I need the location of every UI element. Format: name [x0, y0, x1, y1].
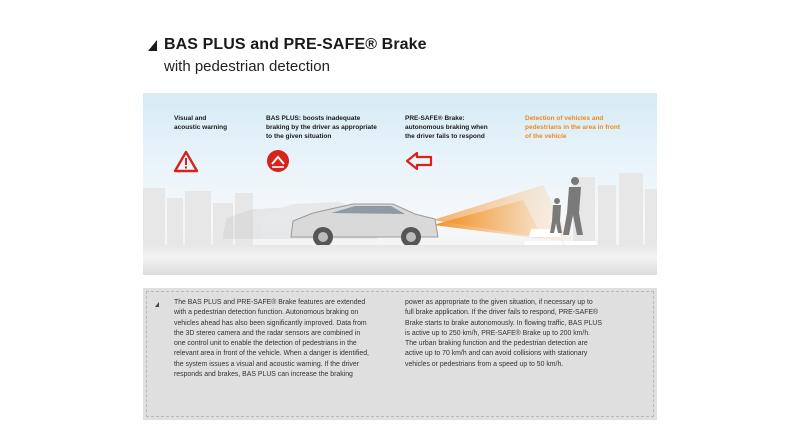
description-line: The urban braking function and the pedestrian detection are: [405, 340, 588, 348]
callout-warning-line: Visual and: [174, 115, 207, 122]
description-left: [174, 298, 369, 380]
title-triangle-icon: [148, 40, 157, 51]
description-line: Brake starts to brake autonomously. In flowing traffic, BAS PLUS: [405, 319, 602, 327]
callout-pre-safe-line: autonomous braking when: [405, 124, 488, 131]
callout-bas-plus-line: BAS PLUS: boosts inadequate: [266, 115, 361, 122]
description-line: power as appropriate to the given situation, if necessary up to: [405, 299, 593, 306]
description-line: relevant area in front of the vehicle. When a danger is identified,: [174, 350, 369, 358]
callout-warning-line: acoustic warning: [174, 124, 228, 131]
bullet-triangle-icon: [155, 302, 159, 307]
description-line: with a pedestrian detection function. Autonomous braking on: [174, 309, 359, 317]
callout-bas-plus-line: to the given situation: [266, 133, 332, 140]
description-line: is active up to 250 km/h, PRE-SAFE® Brake up to 200 km/h.: [405, 329, 591, 337]
callout-detection-line: Detection of vehicles and: [525, 115, 604, 122]
title-block: [148, 36, 427, 75]
description-panel: [143, 288, 657, 420]
callout-bas-plus-line: braking by the driver as appropriate: [266, 124, 377, 131]
callout-bas-plus: [266, 114, 377, 141]
callout-pre-safe-line: the driver fails to respond: [405, 133, 485, 140]
description-right: [405, 298, 602, 370]
callout-pre-safe-line: PRE-SAFE® Brake:: [405, 115, 465, 122]
description-line: active up to 70 km/h and can avoid collisions with stationary: [405, 350, 588, 358]
description-line: vehicles or pedestrians from a speed up to 50 km/h.: [405, 360, 564, 368]
illustration: [143, 93, 657, 275]
callout-detection-line: pedestrians in the area in front: [525, 124, 620, 131]
description-line: full brake application. If the driver fails to respond, PRE-SAFE®: [405, 309, 599, 317]
description-line: one control unit to enable the detection of pedestrians in the: [174, 340, 357, 348]
road: [143, 245, 657, 275]
callout-pre-safe: [405, 114, 488, 141]
page-title: BAS PLUS and PRE-SAFE® Brake: [164, 36, 427, 53]
callout-detection-line: of the vehicle: [525, 133, 567, 140]
description-line: the system issues a visual and acoustic warning. If the driver: [174, 360, 359, 368]
warning-triangle-icon: [173, 150, 199, 173]
title-line: [148, 36, 427, 54]
description-line: vehicles ahead has also been significantly improved. Data from: [174, 319, 367, 327]
description-line: The BAS PLUS and PRE-SAFE® Brake features are extended: [174, 299, 366, 306]
callout-warning: [174, 114, 227, 132]
left-arrow-icon: [405, 151, 433, 171]
brake-boost-icon: [266, 149, 290, 173]
description-line: responds and brakes, BAS PLUS can increase the braking: [174, 371, 353, 379]
page-subtitle: with pedestrian detection: [164, 58, 330, 75]
callout-detection: [525, 114, 620, 141]
description-line: the 3D stereo camera and the radar sensors are combined in: [174, 329, 361, 337]
